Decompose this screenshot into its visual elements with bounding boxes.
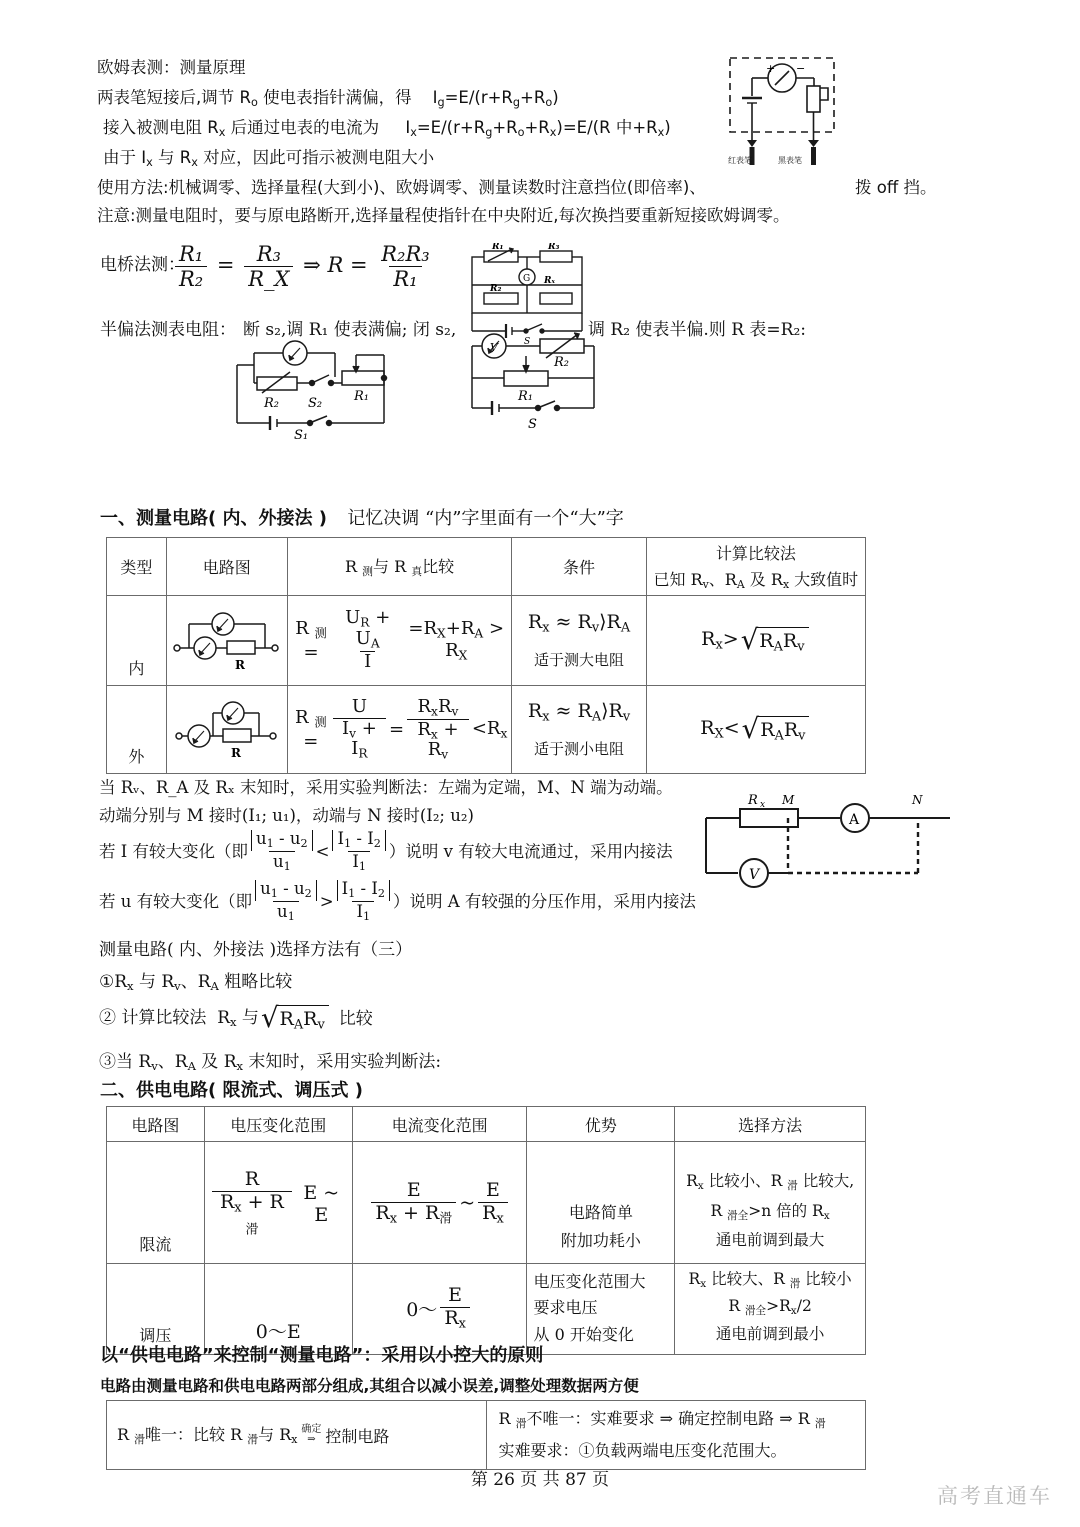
n4-f1n: $u_1 - u_2$ (255, 880, 317, 901)
l3p: 由于 I (103, 148, 147, 167)
m2-pre: ② 计算比较法 $R_x$ 与 (99, 1008, 259, 1030)
n3-f1d: $u_1$ (269, 851, 295, 873)
measurement-circuit-table (106, 537, 866, 774)
pr2-s2: R $_{滑全}>R_x/2$ (728, 1297, 812, 1318)
svg-text:R₂: R₂ (264, 396, 279, 411)
r1-cond: $R_x$ ≈ $R_v⟩R_A$ (527, 610, 631, 636)
r1-tail: $=R_X+R_A > R_X$ (408, 618, 505, 663)
n4-f1d: $u_1$ (273, 901, 299, 923)
table-row-external (107, 686, 866, 774)
cl-post: 控制电路 (325, 1426, 390, 1446)
n3-f2n: $I_1 - I_2$ (332, 830, 385, 851)
pr2-s1: $R_x$ 比较大、R $_滑$ 比较小 (688, 1270, 852, 1290)
svg-text:R: R (230, 745, 241, 760)
row1-calc: $R_x>$ √ $R_AR_v$ (646, 596, 865, 686)
l2f: I (405, 118, 411, 137)
th-type: 类型 (107, 538, 167, 596)
r2-num: U (351, 696, 368, 718)
svg-text:R: R (748, 793, 758, 808)
row1-condition (512, 596, 646, 686)
n3-pre: 若 I 有较大变化（即 (99, 841, 249, 861)
n3-f2d: $I_1$ (348, 851, 370, 873)
svg-text:R₁: R₁ (518, 389, 533, 404)
line1-fs: g (437, 96, 445, 110)
pr1-cd2: $R_x$ (478, 1202, 508, 1226)
pr1-selection (675, 1142, 866, 1264)
r2-tail: $<R_x$ (471, 718, 508, 741)
pr1-current (352, 1142, 527, 1264)
line1-f: I (432, 88, 438, 107)
probe-red-label: 红表笔 (728, 156, 752, 165)
section3-subtitle: 电路由测量电路和供电电路两部分组成,其组合以减小误差,调整处理数据两方便 (100, 1377, 639, 1395)
row2-condition (512, 686, 646, 774)
l3e: 对应，因此可指示被测电阻大小 (197, 148, 435, 167)
svg-text:S₂: S₂ (308, 396, 323, 411)
section2-heading: 二、供电电路( 限流式、调压式 ) (100, 1080, 363, 1101)
n4-rel: > (319, 891, 334, 911)
svg-text:R₁: R₁ (492, 243, 504, 252)
l2f2: =E/(r+R (416, 118, 486, 137)
th-compare: R $_测$与 R $_真$比较 (287, 538, 512, 596)
r2-den: $I_v + I_R$ (333, 718, 386, 761)
pr2-selection (675, 1264, 866, 1355)
th-circuit: 电路图 (166, 538, 287, 596)
row1-circuit (166, 596, 287, 686)
pr1-a1: 电路简单 (568, 1203, 633, 1222)
th-calc-sub: 已知 $R_v$、$R_A$ 及 $R_x$ 大致值时 (653, 570, 859, 592)
pr1-vd: $R_x + R_滑$ (212, 1191, 292, 1237)
line1-pre: 两表笔短接后,调节 R (97, 88, 251, 107)
r1-num: $U_R + U_A$ (345, 607, 391, 650)
pr1-type: 限流 (107, 1142, 205, 1264)
r1-radicand: $R_AR_v$ (756, 627, 808, 655)
n4-pre: 若 u 有较大变化（即 (99, 891, 253, 911)
th-condition: 条件 (512, 538, 646, 596)
pt-h2: 电压变化范围 (204, 1107, 352, 1142)
line1-sub: o (250, 96, 258, 110)
l2fs5: x (657, 126, 665, 140)
pr1-voltage (204, 1142, 352, 1264)
l2fs3: o (517, 126, 525, 140)
l2f3: +R (492, 118, 518, 137)
pr2-cp: 0～ (406, 1299, 438, 1322)
bridge-label: 电桥法测： (100, 255, 185, 275)
pr1-cn2: E (486, 1178, 500, 1201)
r2-cond: $R_x$ ≈ $R_A⟩R_v$ (527, 699, 631, 725)
pr1-cs: ~ (459, 1192, 476, 1215)
bf1d: R₂ (175, 266, 207, 290)
note-4 (99, 880, 696, 923)
r1-cond-note: 适于测大电阻 (534, 651, 625, 670)
n4-post: ）说明 A 有较强的分压作用，采用内接法 (392, 891, 696, 911)
r2-calc-lead: $R_X<$ (700, 717, 740, 742)
row1-compare: R $_测$= $\frac{U_R + U_A}{I}$ $=R_X+R_A > R_X$ (287, 596, 512, 686)
line1-fr2: +R (520, 88, 546, 107)
pt-h3: 电流变化范围 (352, 1107, 527, 1142)
power-circuit-table (106, 1106, 866, 1355)
pr2-cn: E (448, 1284, 463, 1307)
table-row-internal (107, 596, 866, 686)
row2-calc: $R_X<$ √ $R_AR_v$ (646, 686, 865, 774)
method-2: ② 计算比较法 $R_x$ 与 √ $R_AR_v$ 比较 (99, 1002, 373, 1034)
svg-text:V: V (490, 341, 498, 354)
l2f5: )=E/(R 中+R (556, 118, 658, 137)
half-deflection-circuit-2 (452, 330, 602, 440)
n3-rel: < (315, 841, 330, 861)
l2fs2: g (485, 126, 493, 140)
bf1n: R₁ (179, 242, 204, 266)
r2-radicand: $R_AR_v$ (757, 716, 809, 744)
n3-f1n: $u_1 - u_2$ (251, 830, 313, 851)
ohmmeter-circuit-diagram (722, 52, 852, 167)
half-deflection-circuit-1 (232, 335, 392, 440)
cl-arrow-bot: ⇒ (307, 1434, 316, 1445)
half-deflection-label: 半偏法测表电阻： (100, 320, 236, 340)
pr2-advantage (527, 1264, 675, 1355)
r1-calc-lead: $R_x>$ (701, 628, 739, 653)
pr2-a2: 要求电压 (533, 1298, 598, 1318)
bf-res: R = (327, 253, 368, 278)
row2-circuit (166, 686, 287, 774)
power-row-current-limiting (107, 1142, 866, 1264)
ohmmeter-line2 (103, 118, 671, 140)
svg-text:−: − (796, 62, 806, 75)
pr1-s1: $R_x$ 比较小、R $_滑$ 比较大, (686, 1172, 855, 1193)
power-table-header-row (107, 1107, 866, 1142)
svg-text:G: G (523, 274, 531, 284)
pr2-a1: 电压变化范围大 (533, 1271, 646, 1291)
line1-fr: =E/(r+R (444, 88, 513, 107)
watermark: 高考直通车 (937, 1484, 1052, 1508)
control-principle-table (106, 1400, 866, 1470)
pt-h4: 优势 (527, 1107, 675, 1142)
l3s: x (146, 156, 153, 170)
svg-text:S: S (524, 337, 531, 347)
pr2-s3: 通电前调到最小 (715, 1324, 825, 1343)
pr2-a3: 从 0 开始变化 (533, 1324, 634, 1344)
row2-compare: R $_测$= $\frac{U}{I_v + I_R}$ = $\frac{R_xR_v}{R_x + R_v}$ $<R_x$ (287, 686, 512, 774)
method-1: $①R_x$ 与 $R_v$、$R_A$ 粗略比较 (99, 972, 293, 994)
pr2-type: 调压 (107, 1264, 205, 1355)
bf2d: R_X (244, 266, 293, 290)
ohmmeter-caution: 注意:测量电阻时，要与原电路断开,选择量程使指针在中央附近,每次换挡要重新短接欧姆调零。 (97, 206, 790, 225)
control-right-cell (486, 1401, 865, 1470)
svg-text:N: N (912, 793, 923, 807)
cr-line1: R $_滑$不唯一：实难要求 ⇒ 确定控制电路 ⇒ R $_滑$ (498, 1409, 826, 1431)
r2-cond-note: 适于测小电阻 (534, 740, 625, 759)
note-2: 动端分别与 M 接时(I₁; u₁)，动端与 N 接时(I₂; u₂) (99, 806, 474, 825)
row2-type: 外 (107, 686, 167, 774)
bf2n: R₃ (256, 242, 281, 266)
ohmmeter-line3 (103, 148, 434, 170)
ohmmeter-usage: 使用方法:机械调零、选择量程(大到小)、欧姆调零、测量读数时注意挡位(即倍率)、 (97, 178, 706, 197)
cr-line2: 实难要求：①负载两端电压变化范围大。 (498, 1441, 787, 1460)
th-calc-main: 计算比较法 (715, 544, 796, 564)
bf-arrow: ⇒ (303, 253, 321, 278)
svg-text:A: A (849, 812, 860, 828)
bf3d: R₁ (389, 266, 421, 290)
s1-head: 一、测量电路( 内、外接法 ) (100, 508, 327, 529)
svg-text:+: + (766, 62, 776, 75)
svg-text:Rₓ: Rₓ (544, 276, 555, 286)
row1-type: 内 (107, 596, 167, 686)
pr1-vt: E ~ E (303, 1181, 340, 1226)
cl-pre: R $_滑$唯一：比较 R $_滑$与 $R_x$ (117, 1425, 298, 1447)
methods-title: 测量电路( 内、外接法 )选择方法有（三） (99, 940, 413, 960)
method-3: ③当 $R_v$、$R_A$ 及 $R_x$ 末知时，采用实验判断法: (99, 1052, 442, 1074)
pr1-advantage (527, 1142, 675, 1264)
control-left-cell (107, 1401, 487, 1470)
svg-text:R₂: R₂ (554, 355, 569, 370)
svg-text:R₁: R₁ (354, 389, 369, 404)
bridge-formula: $\frac{\text{R₁}}{\text{R₂}}$ = $\frac{\text{R₃}}{R\_X}$ ⇒ R = $\frac{\text{R₂R₃}}{\text{R₁}}$ (172, 243, 437, 290)
n3-post: ）说明 v 有较大电流通过，采用内接法 (388, 841, 673, 861)
power-row-voltage-dividing (107, 1264, 866, 1355)
svg-text:S: S (528, 417, 537, 432)
l2f4: +R (524, 118, 550, 137)
line1-fs3: o (545, 96, 553, 110)
bf3n: R₂R₃ (381, 242, 430, 266)
cl-arrow-top: 确定 (301, 1424, 322, 1435)
half-deflection-step1: 断 s₂,调 R₁ 使表满偏; 闭 s₂, (243, 320, 457, 340)
svg-text:M: M (782, 793, 795, 807)
rx-mn-circuit-diagram (700, 788, 970, 893)
l2f6: ) (664, 118, 671, 137)
pr1-vn: R (244, 1167, 260, 1190)
pr1-s3: 通电前调到最大 (715, 1231, 825, 1250)
svg-text:V: V (749, 867, 760, 883)
line1-fs2: g (512, 96, 521, 110)
pr1-a2: 附加功耗小 (560, 1231, 641, 1250)
m2-post: 比较 (338, 1008, 373, 1029)
svg-text:R: R (234, 657, 245, 672)
pt-h5: 选择方法 (675, 1107, 866, 1142)
r2-num2: $R_xR_v$ (417, 695, 459, 719)
line1-fe: ) (552, 88, 559, 107)
l2fs: x (410, 126, 417, 140)
line2-mid: 后通过电表的电流为 (225, 118, 380, 137)
line2-pre: 接入被测电阻 R (103, 118, 219, 137)
l2fs4: x (549, 126, 557, 140)
svg-text:x: x (760, 800, 766, 810)
pr2-cd: $R_x$ (440, 1307, 470, 1331)
svg-text:R₂: R₂ (490, 284, 502, 294)
page-footer: 第 26 页 共 87 页 (470, 1470, 610, 1490)
line2-sub: x (218, 126, 226, 140)
pr2-voltage: 0～E (204, 1264, 352, 1355)
ohmmeter-title: 欧姆表测：测量原理 (97, 58, 246, 77)
m2-radicand: $R_AR_v$ (277, 1005, 329, 1033)
pr1-cd: $R_x + R_滑$ (371, 1202, 456, 1226)
svg-text:S₁: S₁ (294, 428, 309, 440)
l3m: 与 R (152, 148, 192, 167)
l3s2: x (191, 156, 198, 170)
svg-text:R₃: R₃ (548, 243, 560, 252)
line1-mid: 使电表指针满偏，得 (257, 88, 412, 107)
r1-den: I (360, 651, 375, 672)
note-3 (99, 830, 673, 873)
section1-heading (100, 508, 624, 530)
n4-f2n: $I_1 - I_2$ (337, 880, 390, 901)
note-1: 当 Rᵥ、R_A 及 Rₓ 末知时，采用实验判断法：左端为定端，M、N 端为动端。 (99, 778, 673, 797)
th-calc (646, 538, 865, 596)
s1-head-note: 记忆决调 “内”字里面有一个“大”字 (347, 508, 624, 529)
pr1-cn: E (406, 1178, 421, 1201)
n4-f2d: $I_1$ (352, 901, 374, 923)
control-row (107, 1401, 866, 1470)
ohmmeter-line1 (97, 88, 559, 110)
ohmmeter-usage-tail: 拨 off 挡。 (855, 178, 937, 197)
pr2-current (352, 1264, 527, 1355)
section3-title: 以“供电电路”来控制“测量电路”：采用以小控大的原则 (100, 1345, 544, 1366)
pt-h1: 电路图 (107, 1107, 205, 1142)
r2-den2: $R_x + R_v$ (407, 719, 469, 762)
pr1-s2: R $_{滑全}$>n 倍的 $R_x$ (710, 1201, 830, 1222)
probe-black-label: 黑表笔 (778, 156, 802, 165)
half-deflection-step2: 调 R₂ 使表半偏.则 R 表=R₂: (588, 320, 807, 340)
table-header-row (107, 538, 866, 596)
